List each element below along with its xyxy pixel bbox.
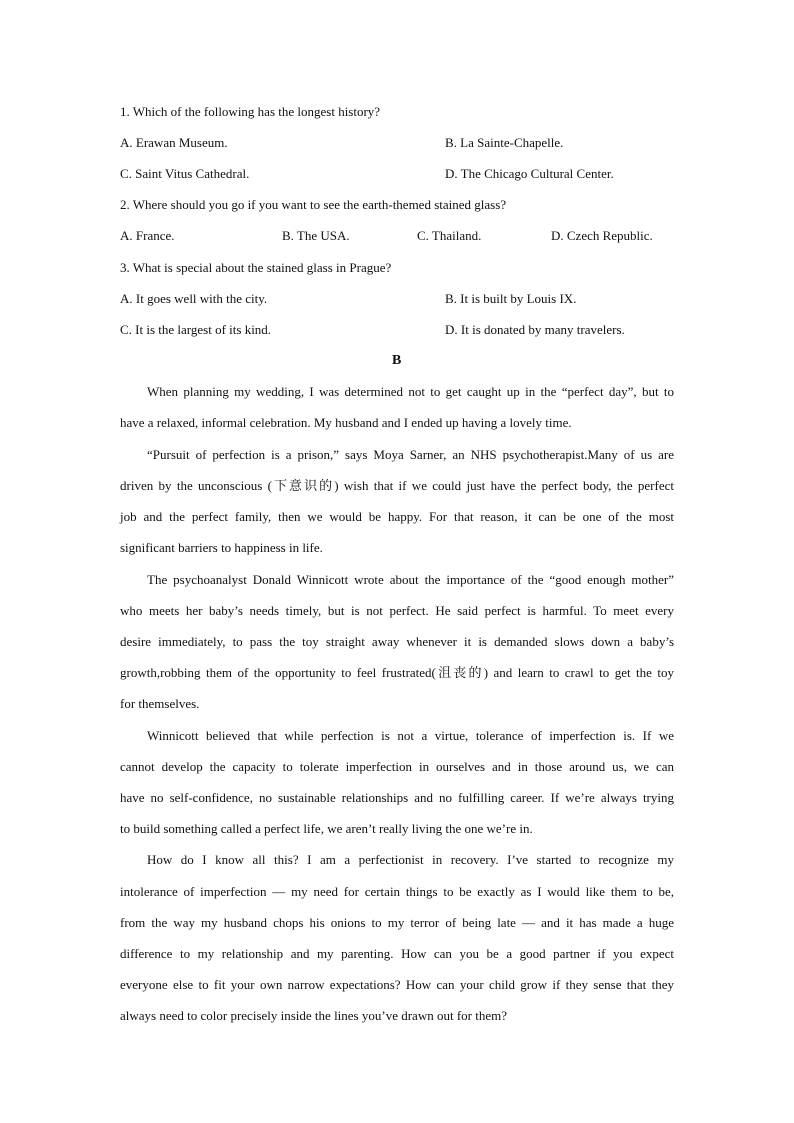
passage-line: Winnicott believed that while perfection is not a virtue, tolerance of imperfection is. If we xyxy=(147,728,674,743)
passage-line: to build something called a perfect life, we aren’t really living the one we’re in. xyxy=(120,821,533,836)
passage-line: intolerance of imperfection — my need for certain things to be exactly as I would like them to be, xyxy=(120,884,674,899)
question-1-option-d: D. The Chicago Cultural Center. xyxy=(445,166,614,181)
passage-line: for themselves. xyxy=(120,696,200,711)
passage-line: have a relaxed, informal celebration. My husband and I ended up having a lovely time. xyxy=(120,415,572,430)
passage-line: significant barriers to happiness in life. xyxy=(120,540,323,555)
question-2-option-a: A. France. xyxy=(120,228,175,243)
passage-line: desire immediately, to pass the toy straight away whenever it is demanded slows down a baby’s xyxy=(120,634,674,649)
question-1-stem: 1. Which of the following has the longest history? xyxy=(120,104,381,119)
passage-line: who meets her baby’s needs timely, but is not perfect. He said perfect is harmful. To meet every xyxy=(120,603,674,618)
passage-line: job and the perfect family, then we would be happy. For that reason, it can be one of the most xyxy=(120,509,674,524)
question-3-stem: 3. What is special about the stained glass in Prague? xyxy=(120,260,392,275)
question-2-stem: 2. Where should you go if you want to see the earth-themed stained glass? xyxy=(120,197,507,212)
passage-line: How do I know all this? I am a perfectionist in recovery. I’ve started to recognize my xyxy=(147,852,674,867)
question-3-option-c: C. It is the largest of its kind. xyxy=(120,322,272,337)
passage-line: have no self-confidence, no sustainable relationships and no fulfilling career. If we’re always trying xyxy=(120,790,674,805)
passage-line: “Pursuit of perfection is a prison,” says Moya Sarner, an NHS psychotherapist.Many of us are xyxy=(147,447,674,462)
passage-line: cannot develop the capacity to tolerate imperfection in ourselves and in those around us, we can xyxy=(120,759,674,774)
passage-line: difference to my relationship and my parenting. How can you be a good partner if you expect xyxy=(120,946,674,961)
passage-line: The psychoanalyst Donald Winnicott wrote about the importance of the “good enough mother” xyxy=(147,572,674,587)
question-3-option-d: D. It is donated by many travelers. xyxy=(445,322,625,337)
question-3-option-b: B. It is built by Louis IX. xyxy=(445,291,577,306)
passage-line: from the way my husband chops his onions to my terror of being late — and it has made a huge xyxy=(120,915,674,930)
passage-line: driven by the unconscious (下意识的) wish that if we could just have the perfect body, the perfect xyxy=(120,478,674,493)
question-2-option-c: C. Thailand. xyxy=(417,228,482,243)
passage-line: growth,robbing them of the opportunity to feel frustrated(沮丧的) and learn to crawl to get the toy xyxy=(120,665,674,680)
passage-line: always need to color precisely inside the lines you’ve drawn out for them? xyxy=(120,1008,507,1023)
passage-line: When planning my wedding, I was determined not to get caught up in the “perfect day”, but to xyxy=(147,384,674,399)
section-heading: B xyxy=(392,353,402,368)
question-2-option-d: D. Czech Republic. xyxy=(551,228,653,243)
question-3-option-a: A. It goes well with the city. xyxy=(120,291,268,306)
question-1-option-b: B. La Sainte-Chapelle. xyxy=(445,135,564,150)
passage-line: everyone else to fit your own narrow expectations? How can your child grow if they sense that they xyxy=(120,977,674,992)
question-1-option-a: A. Erawan Museum. xyxy=(120,135,228,150)
question-2-option-b: B. The USA. xyxy=(282,228,350,243)
question-1-option-c: C. Saint Vitus Cathedral. xyxy=(120,166,250,181)
